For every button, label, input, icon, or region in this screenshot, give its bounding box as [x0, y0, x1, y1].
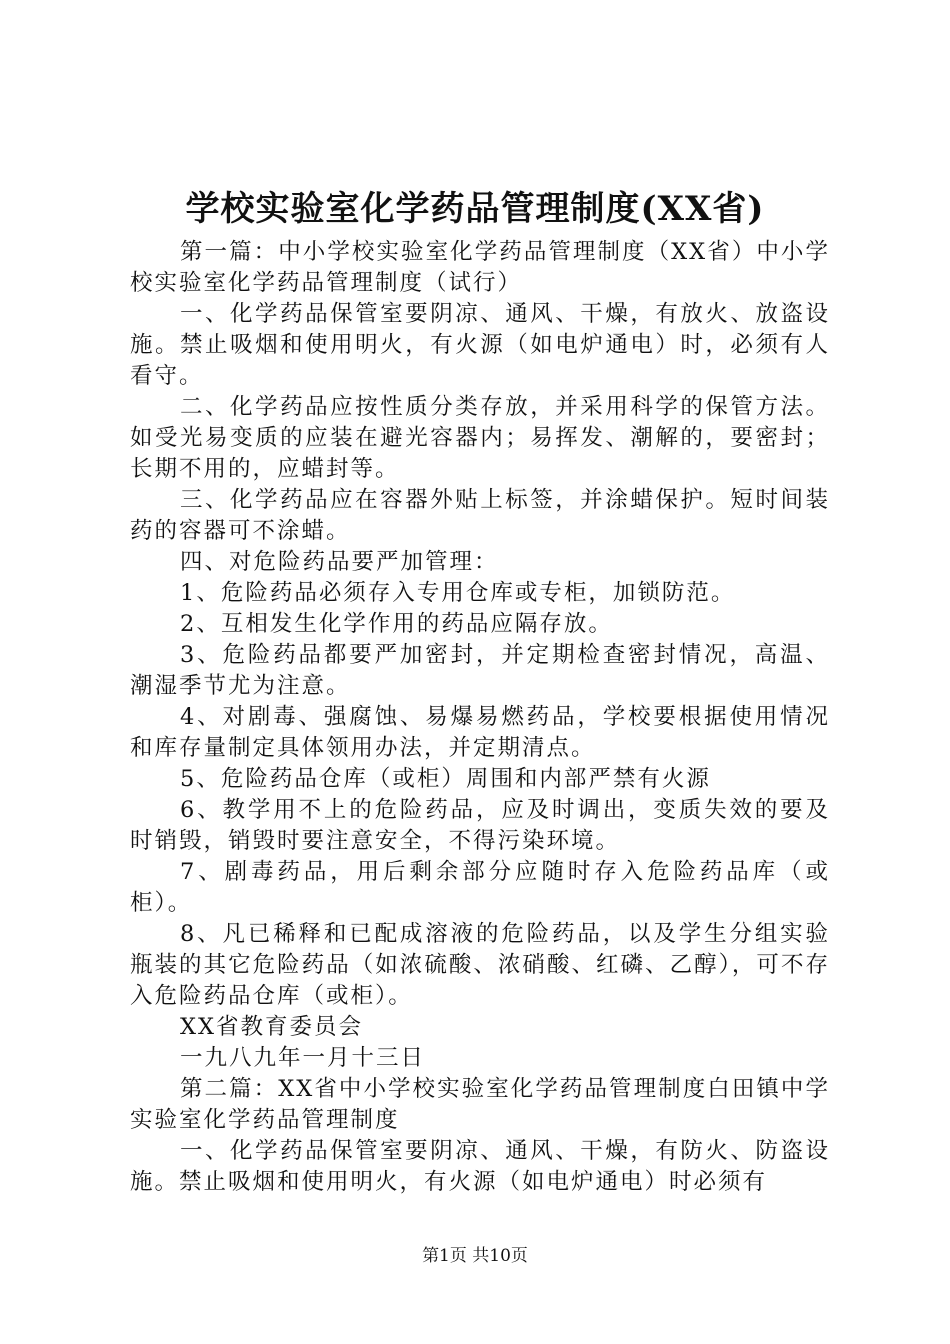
signature-organization: XX省教育委员会: [180, 1014, 364, 1040]
paragraph: 第一篇：中小学校实验室化学药品管理制度（XX省）中小学校实验室化学药品管理制度（试行）: [130, 239, 830, 296]
paragraph: 第二篇：XX省中小学校实验室化学药品管理制度白田镇中学实验室化学药品管理制度: [130, 1076, 830, 1133]
paragraph: 4、对剧毒、强腐蚀、易爆易燃药品，学校要根据使用情况和库存量制定具体领用办法，并定期清点。: [130, 704, 830, 761]
paragraph: 5、危险药品仓库（或柜）周围和内部严禁有火源: [180, 766, 711, 792]
paragraph: 三、化学药品应在容器外贴上标签，并涂蜡保护。短时间装药的容器可不涂蜡。: [130, 487, 830, 544]
paragraph: 二、化学药品应按性质分类存放，并采用科学的保管方法。如受光易变质的应装在避光容器内；易挥发、潮解的，要密封；长期不用的，应蜡封等。: [130, 394, 830, 482]
document-title: 学校实验室化学药品管理制度(XX省): [185, 189, 765, 229]
paragraph: 7、剧毒药品，用后剩余部分应随时存入危险药品库（或柜）。: [130, 859, 830, 916]
paragraph: 8、凡已稀释和已配成溶液的危险药品，以及学生分组实验瓶装的其它危险药品（如浓硫酸、浓硝酸、红磷、乙醇），可不存入危险药品仓库（或柜）。: [130, 921, 830, 1009]
page-number-footer: 第1页 共10页: [422, 1246, 528, 1266]
paragraph: 2、互相发生化学作用的药品应隔存放。: [180, 611, 613, 637]
document-body: [130, 237, 830, 1198]
paragraph: 1、危险药品必须存入专用仓库或专柜，加锁防范。: [180, 580, 736, 606]
paragraph: 一、化学药品保管室要阴凉、通风、干燥，有防火、防盗设施。禁止吸烟和使用明火，有火源（如电炉通电）时必须有: [130, 1138, 830, 1195]
paragraph: 四、对危险药品要严加管理：: [180, 549, 499, 575]
paragraph: 6、教学用不上的危险药品，应及时调出，变质失效的要及时销毁，销毁时要注意安全，不得污染环境。: [130, 797, 830, 854]
signature-date: 一九八九年一月十三日: [180, 1045, 426, 1071]
paragraph: 一、化学药品保管室要阴凉、通风、干燥，有放火、放盗设施。禁止吸烟和使用明火，有火源（如电炉通电）时，必须有人看守。: [130, 301, 830, 389]
paragraph: 3、危险药品都要严加密封，并定期检查密封情况，高温、潮湿季节尤为注意。: [130, 642, 830, 699]
